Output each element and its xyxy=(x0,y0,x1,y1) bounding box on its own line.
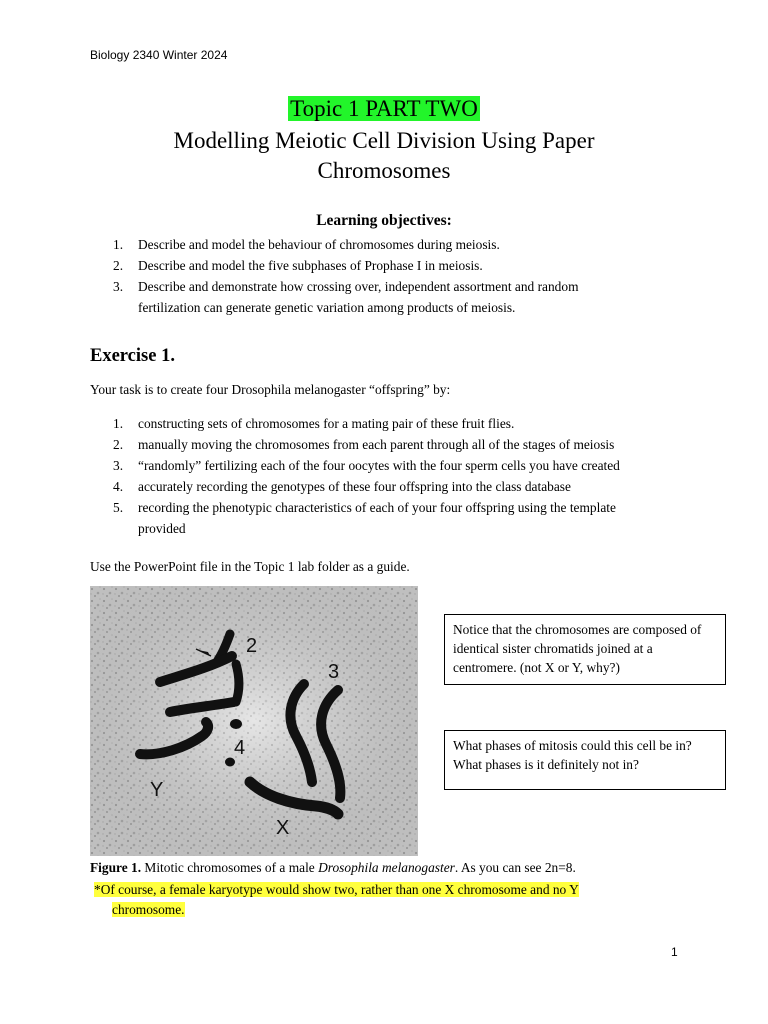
chromosome-micrograph xyxy=(90,586,418,856)
list-text-line-2: fertilization can generate genetic variation among products of meiosis. xyxy=(138,300,516,315)
learning-objectives-heading: Learning objectives: xyxy=(316,212,452,229)
list-item xyxy=(93,255,653,276)
guide-text: Use the PowerPoint file in the Topic 1 lab folder as a guide. xyxy=(90,559,410,574)
label-chromosome-3: 3 xyxy=(328,661,340,683)
list-item xyxy=(93,434,683,455)
caption-text: . As you can see 2n=8. xyxy=(454,860,576,875)
callout-mitosis-phases xyxy=(444,730,726,790)
list-number: 4. xyxy=(113,479,124,494)
list-number: 2. xyxy=(113,258,124,273)
page-number: 1 xyxy=(671,945,678,959)
main-title-line-2: Chromosomes xyxy=(317,158,451,183)
list-text-line-2: provided xyxy=(138,521,186,536)
topic-title xyxy=(0,96,768,122)
list-number: 3. xyxy=(113,458,124,473)
callout-line: Notice that the chromosomes are composed of xyxy=(453,622,702,637)
list-number: 3. xyxy=(113,279,124,294)
label-chromosome-y: Y xyxy=(150,779,164,801)
list-number: 2. xyxy=(113,437,124,452)
topic-title-highlight: Topic 1 PART TWO xyxy=(290,96,478,121)
callout-sister-chromatids xyxy=(444,614,726,685)
main-title-line-1: Modelling Meiotic Cell Division Using Paper xyxy=(173,128,595,153)
main-title xyxy=(0,126,768,186)
callout-line: What phases is it definitely not in? xyxy=(453,757,639,772)
exercise-steps-list xyxy=(93,413,683,539)
label-chromosome-x: X xyxy=(276,817,290,839)
note-line-2: chromosome. xyxy=(112,902,185,917)
callout-line: What phases of mitosis could this cell be in? xyxy=(453,738,692,753)
list-text: constructing sets of chromosomes for a mating pair of these fruit flies. xyxy=(138,416,515,431)
female-karyotype-note xyxy=(94,880,682,920)
list-text-line-1: recording the phenotypic characteristics of each of your four offspring using the template xyxy=(138,500,616,515)
learning-objectives-list xyxy=(93,234,653,318)
list-item xyxy=(93,234,653,255)
list-item xyxy=(93,455,683,476)
list-item xyxy=(93,276,653,318)
list-number: 1. xyxy=(113,416,124,431)
caption-text: Mitotic chromosomes of a male xyxy=(141,860,319,875)
label-chromosome-4: 4 xyxy=(234,737,246,759)
figure-label: Figure 1. xyxy=(90,860,142,875)
list-text: manually moving the chromosomes from each parent through all of the stages of meiosis xyxy=(138,437,615,452)
list-number: 1. xyxy=(113,237,124,252)
list-item xyxy=(93,413,683,434)
course-header: Biology 2340 Winter 2024 xyxy=(90,48,228,62)
callout-line: centromere. (not X or Y, why?) xyxy=(453,660,620,675)
caption-species: Drosophila melanogaster xyxy=(318,860,455,875)
callout-line: identical sister chromatids joined at a xyxy=(453,641,653,656)
exercise-intro: Your task is to create four Drosophila melanogaster “offspring” by: xyxy=(90,382,451,397)
list-number: 5. xyxy=(113,500,124,515)
note-line-1: *Of course, a female karyotype would show two, rather than one X chromosome and no Y xyxy=(94,882,579,897)
list-text: Describe and model the behaviour of chromosomes during meiosis. xyxy=(138,237,500,252)
figure-caption xyxy=(90,858,576,878)
list-item xyxy=(93,476,683,497)
list-item xyxy=(93,497,683,539)
label-chromosome-2: 2 xyxy=(246,635,258,657)
list-text: accurately recording the genotypes of these four offspring into the class database xyxy=(138,479,571,494)
list-text-line-1: Describe and demonstrate how crossing over, independent assortment and random xyxy=(138,279,579,294)
list-text: Describe and model the five subphases of Prophase I in meiosis. xyxy=(138,258,483,273)
list-text: “randomly” fertilizing each of the four oocytes with the four sperm cells you have created xyxy=(138,458,620,473)
exercise-heading: Exercise 1. xyxy=(90,346,175,366)
